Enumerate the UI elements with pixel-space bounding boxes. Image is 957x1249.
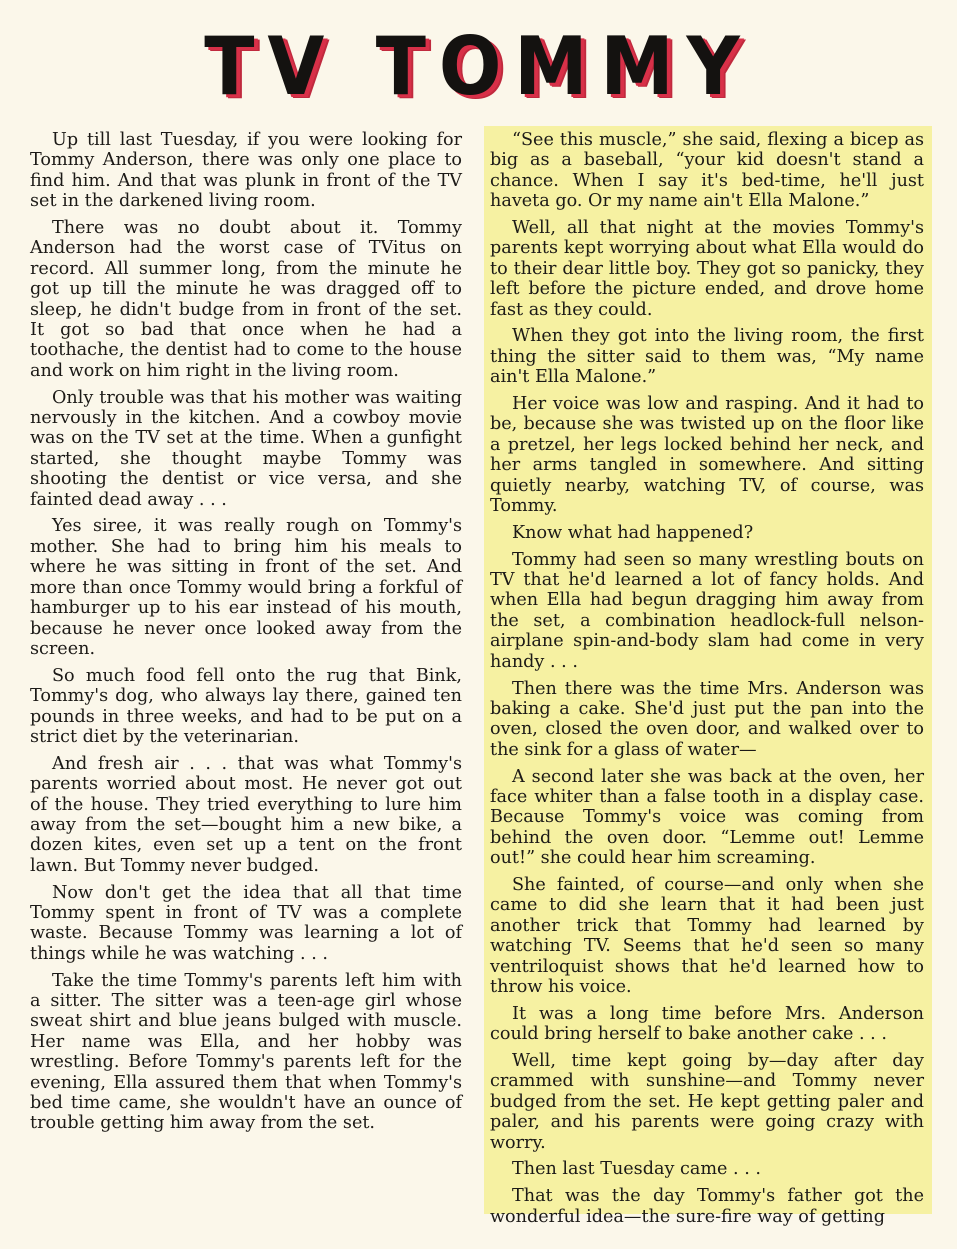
right-text-column <box>484 126 932 1227</box>
paragraph: And fresh air . . . that was what Tommy's parents worried about most. He never got out of the house. They tried everything to lure him away from the set—bought him a new bike, a dozen kites, even set up a tent on the front lawn. But Tommy never budged. <box>30 753 462 876</box>
paragraph: A second later she was back at the oven, her face whiter than a false tooth in a display case. Because Tommy's voice was coming from behind the oven door. “Lemme out! Lemme out!” she could hear him screaming. <box>490 766 924 869</box>
paragraph: She fainted, of course—and only when she came to did she learn that it had been just another trick that Tommy had learned by watching TV. Seems that he'd seen so many ventriloquist shows that he'd learned how to throw his voice. <box>490 874 924 997</box>
paragraph: Take the time Tommy's parents left him with a sitter. The sitter was a teen-age girl whose sweat shirt and blue jeans bulged with muscle. Her name was Ella, and her hobby was wrestling. Before Tommy's parents left for the evening, Ella assured them that when Tommy's bed time came, she wouldn't have an ounce of trouble getting him away from the set. <box>30 970 462 1134</box>
paragraph: Only trouble was that his mother was waiting nervously in the kitchen. And a cowboy movie was on the TV set at the time. When a gunfight started, she thought maybe Tommy was shooting the dentist or vice versa, and she fainted dead away . . . <box>30 387 462 510</box>
paragraph: Now don't get the idea that all that time Tommy spent in front of TV was a complete waste. Because Tommy was learning a lot of things while he was watching . . . <box>30 882 462 964</box>
paragraph: Know what had happened? <box>512 522 754 543</box>
paragraph: Up till last Tuesday, if you were looking for Tommy Anderson, there was only one place to find him. And that was plunk in front of the TV set in the darkened living room. <box>30 130 462 212</box>
paragraph: Yes siree, it was really rough on Tommy's mother. She had to bring him his meals to where he was sitting in front of the set. And more than once Tommy would bring a forkful of hamburger up to his ear instead of his mouth, because he never once looked away from the screen. <box>30 516 462 659</box>
page-title: TV TOMMY <box>204 20 753 113</box>
paragraph: Then there was the time Mrs. Anderson was baking a cake. She'd just put the pan into the oven, closed the oven door, and walked over to the sink for a glass of water— <box>490 678 924 760</box>
paragraph: So much food fell onto the rug that Bink, Tommy's dog, who always lay there, gained ten pounds in three weeks, and had to be put on a strict diet by the veterinarian. <box>30 665 462 747</box>
paragraph: It was a long time before Mrs. Anderson could bring herself to bake another cake . . . <box>490 1003 924 1045</box>
paragraph: Then last Tuesday came . . . <box>512 1159 761 1180</box>
paragraph: Her voice was low and rasping. And it had to be, because she was twisted up on the floor like a pretzel, her legs locked behind her neck, and her arms tangled in somewhere. And sitting quietly nearby, watching TV, of course, was Tommy. <box>490 394 924 517</box>
paragraph: When they got into the living room, the first thing the sitter said to them was, “My name ain't Ella Malone.” <box>490 326 924 388</box>
paragraph: “See this muscle,” she said, flexing a bicep as big as a baseball, “your kid doesn't stand a chance. When I say it's bed-time, he'll just haveta go. Or my name ain't Ella Malone.” <box>490 130 924 212</box>
paragraph: There was no doubt about it. Tommy Anderson had the worst case of TVitus on record. All summer long, from the minute he got up till the minute he was dragged off to sleep, he didn't budge from in front of the set. It got so bad that once when he had a toothache, the dentist had to come to the house and work on him right in the living room. <box>30 218 462 381</box>
paragraph: That was the day Tommy's father got the wonderful idea—the sure-fire way of getting <box>490 1186 924 1227</box>
paragraph: Tommy had seen so many wrestling bouts on TV that he'd learned a lot of fancy holds. And when Ella had begun dragging him away from the set, a combination headlock-full nelson-airplane spin-and-body slam had come in very handy . . . <box>490 549 924 672</box>
paragraph: Well, time kept going by—day after day crammed with sunshine—and Tommy never budged from the set. He kept getting paler and paler, and his parents were going crazy with worry. <box>490 1050 924 1153</box>
left-text-column <box>26 126 466 1134</box>
paragraph: Well, all that night at the movies Tommy's parents kept worrying about what Ella would do to their dear little boy. They got so panicky, they left before the picture ended, and drove home fast as they could. <box>490 218 924 320</box>
